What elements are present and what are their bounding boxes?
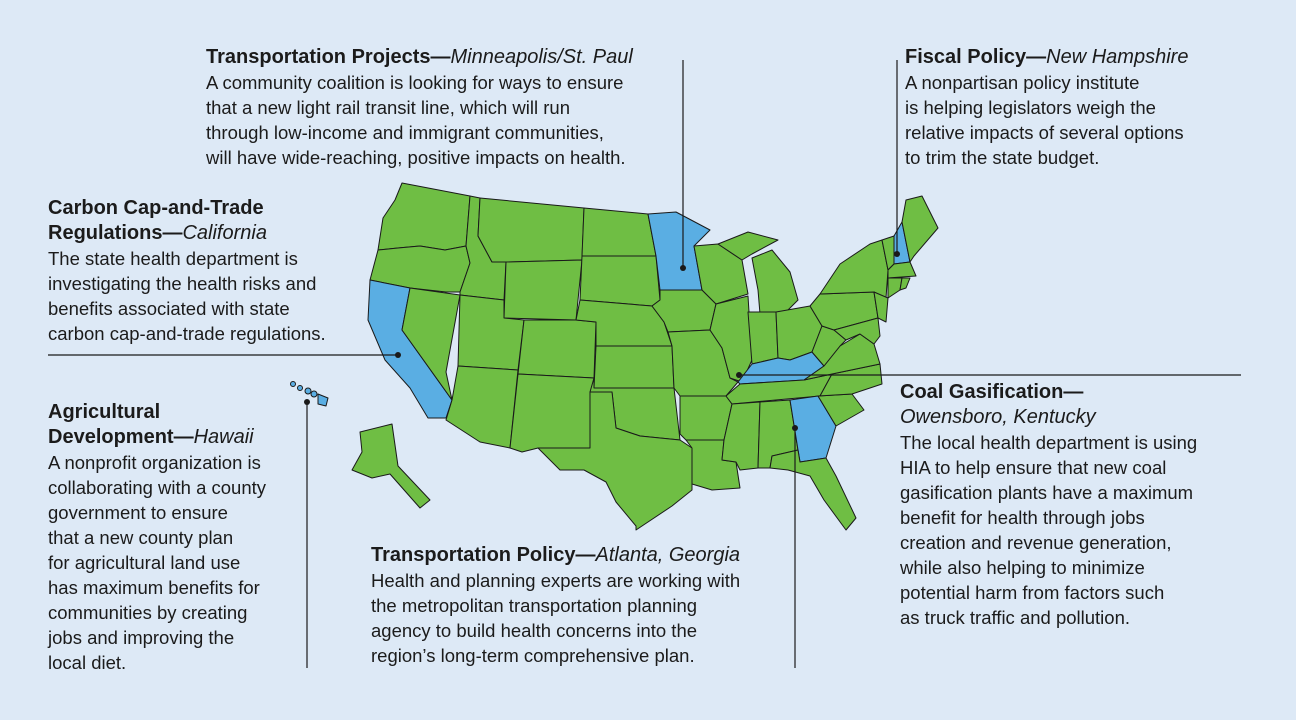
callout-transportation-policy (371, 543, 791, 668)
state-florida (770, 450, 856, 530)
state-south-dakota (580, 256, 660, 306)
state-arkansas (680, 396, 732, 440)
callout-agricultural-development (48, 400, 303, 675)
callout-body: Health and planning experts are working with the metropolitan transportation planning agency to build health concerns into the region’s long-term comprehensive plan. (371, 570, 741, 666)
state-new-york (820, 240, 888, 298)
callout-body: The state health department is investigating the health risks and benefits associated with state carbon cap-and-trade regulations. (48, 248, 326, 344)
states-layer (291, 183, 939, 530)
callout-title: Carbon Cap-and-Trade Regulations—California (48, 197, 267, 244)
callout-body: A nonpartisan policy institute is helping legislators weigh the relative impacts of several options to trim the state budget. (905, 72, 1184, 168)
dot-georgia (792, 425, 798, 431)
dot-california (395, 352, 401, 358)
callout-title: Agricultural Development—Hawaii (48, 401, 254, 448)
state-north-dakota (582, 208, 656, 256)
state-washington (378, 183, 470, 250)
callout-transportation-projects (206, 45, 686, 170)
callout-title: Coal Gasification— Owensboro, Kentucky (900, 381, 1096, 428)
state-arizona (446, 366, 518, 448)
callout-title: Transportation Projects—Minneapolis/St. Paul (206, 46, 633, 68)
state-wyoming (504, 260, 582, 320)
state-colorado (518, 320, 596, 378)
callout-title: Fiscal Policy—New Hampshire (905, 46, 1189, 68)
dot-minnesota (680, 265, 686, 271)
state-montana (478, 198, 584, 262)
state-alaska (352, 424, 430, 508)
state-indiana (748, 312, 778, 364)
callout-body: A nonprofit organization is collaborating with a county government to ensure that a new county plan for agricultural land use has maximum benefits for communities by creating jobs and improving the local diet. (48, 452, 267, 673)
dot-kentucky (736, 372, 742, 378)
state-rhode-island (900, 278, 910, 290)
callout-carbon-cap-and-trade (48, 196, 368, 346)
callout-body: A community coalition is looking for ways to ensure that a new light rail transit line, which will run through low-income and immigrant communities, will have wide-reaching, positive impacts on health. (206, 72, 626, 168)
callout-fiscal-policy (905, 45, 1245, 170)
state-new-mexico (510, 374, 594, 452)
state-kansas (594, 346, 674, 388)
dot-hawaii (304, 399, 310, 405)
callout-coal-gasification (900, 380, 1260, 630)
state-michigan (752, 250, 798, 314)
dot-new-hampshire (894, 251, 900, 257)
callout-body: The local health department is using HIA to help ensure that new coal gasification plants have a maximum benefit for health through jobs creation and revenue generation, while also helping to minimize potential harm from factors such as truck traffic and pollution. (900, 432, 1198, 628)
callout-title: Transportation Policy—Atlanta, Georgia (371, 544, 741, 566)
